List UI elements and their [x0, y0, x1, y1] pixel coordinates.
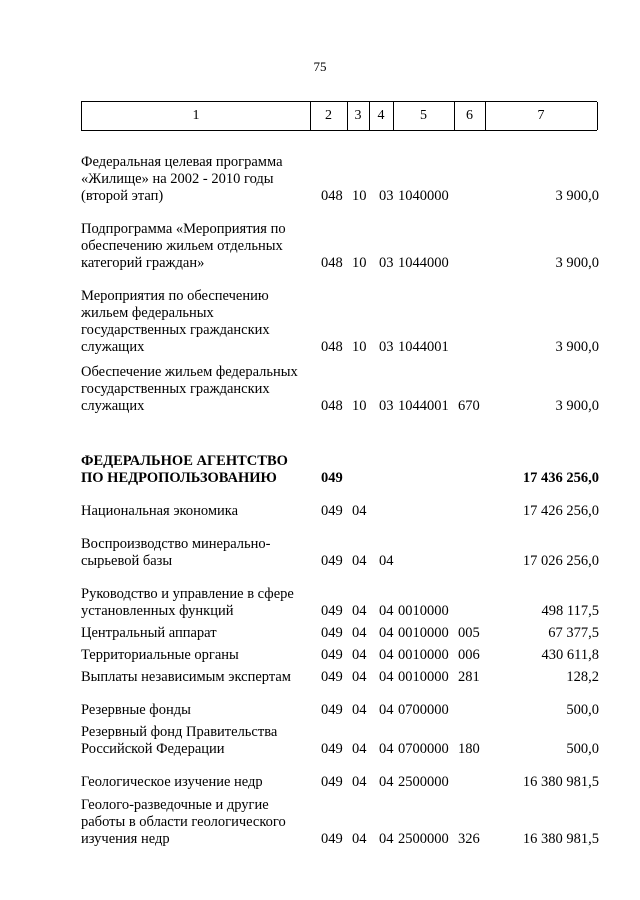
target-article-code: 0010000	[398, 669, 449, 685]
subsection-code: 03	[379, 339, 394, 355]
amount: 17 436 256,0	[522, 470, 599, 486]
row-name: Федеральная целевая программа «Жилище» на 2002 - 2010 годы (второй этап)	[81, 154, 283, 204]
section-code: 04	[352, 774, 367, 790]
ministry-code: 049	[321, 741, 343, 757]
expense-type-code: 670	[458, 398, 480, 414]
ministry-code: 048	[321, 255, 343, 271]
row-name: Геологическое изучение недр	[81, 774, 263, 790]
subsection-code: 04	[379, 669, 394, 685]
target-article-code: 0010000	[398, 603, 449, 619]
subsection-code: 04	[379, 831, 394, 847]
expense-type-code: 005	[458, 625, 480, 641]
row-name: Геолого-разведочные и другие работы в области геологического изучения недр	[81, 797, 286, 847]
row-name: Территориальные органы	[81, 647, 239, 663]
header-col-7: 7	[537, 108, 545, 123]
table-header	[81, 101, 597, 131]
ministry-code: 049	[321, 647, 343, 663]
target-article-code: 0700000	[398, 702, 449, 718]
section-code: 10	[352, 339, 367, 355]
ministry-code: 049	[321, 669, 343, 685]
section-code: 04	[352, 503, 367, 519]
section-code: 04	[352, 647, 367, 663]
amount: 3 900,0	[555, 339, 599, 355]
section-code: 04	[352, 553, 367, 569]
row-name: ФЕДЕРАЛЬНОЕ АГЕНТСТВО ПО НЕДРОПОЛЬЗОВАНИЮ	[81, 453, 288, 486]
row-name: Резервные фонды	[81, 702, 191, 718]
section-code: 04	[352, 625, 367, 641]
subsection-code: 04	[379, 647, 394, 663]
subsection-code: 04	[379, 741, 394, 757]
ministry-code: 049	[321, 503, 343, 519]
section-code: 04	[352, 669, 367, 685]
section-code: 04	[352, 831, 367, 847]
ministry-code: 048	[321, 188, 343, 204]
amount: 3 900,0	[555, 188, 599, 204]
section-code: 04	[352, 603, 367, 619]
amount: 17 426 256,0	[522, 503, 599, 519]
ministry-code: 049	[321, 774, 343, 790]
target-article-code: 0700000	[398, 741, 449, 757]
header-col-6: 6	[466, 108, 473, 123]
ministry-code: 049	[321, 702, 343, 718]
target-article-code: 0010000	[398, 647, 449, 663]
target-article-code: 2500000	[398, 831, 449, 847]
section-code: 04	[352, 741, 367, 757]
subsection-code: 04	[379, 603, 394, 619]
header-col-2: 2	[325, 108, 332, 123]
row-name: Мероприятия по обеспечению жильем федеральных государственных гражданских служащих	[81, 288, 270, 355]
subsection-code: 04	[379, 625, 394, 641]
row-name: Воспроизводство минерально-сырьевой базы	[81, 536, 271, 569]
row-name: Национальная экономика	[81, 503, 239, 519]
amount: 16 380 981,5	[522, 831, 599, 847]
ministry-code: 049	[321, 625, 343, 641]
amount: 3 900,0	[555, 398, 599, 414]
section-code: 10	[352, 255, 367, 271]
row-name: Обеспечение жильем федеральных государственных гражданских служащих	[81, 364, 298, 414]
subsection-code: 03	[379, 188, 394, 204]
amount: 500,0	[566, 702, 599, 718]
header-col-1: 1	[192, 108, 200, 123]
row-name: Резервный фонд Правительства Российской Федерации	[81, 724, 278, 757]
amount: 498 117,5	[541, 603, 599, 619]
section-code: 10	[352, 188, 367, 204]
header-col-3: 3	[354, 108, 362, 123]
target-article-code: 1040000	[398, 188, 449, 204]
ministry-code: 049	[321, 553, 343, 569]
section-code: 10	[352, 398, 367, 414]
target-article-code: 1044001	[398, 398, 449, 414]
ministry-code: 048	[321, 398, 343, 414]
expense-type-code: 281	[458, 669, 480, 685]
row-name: Руководство и управление в сфере установленных функций	[81, 586, 294, 619]
amount: 430 611,8	[541, 647, 599, 663]
ministry-code: 048	[321, 339, 343, 355]
amount: 128,2	[566, 669, 599, 685]
subsection-code: 04	[379, 774, 394, 790]
ministry-code: 049	[321, 470, 343, 486]
amount: 67 377,5	[548, 625, 599, 641]
subsection-code: 03	[379, 255, 394, 271]
subsection-code: 04	[379, 553, 394, 569]
target-article-code: 1044000	[398, 255, 449, 271]
page-number: 75	[313, 59, 327, 74]
expense-type-code: 006	[458, 647, 480, 663]
header-col-5: 5	[420, 108, 427, 123]
subsection-code: 04	[379, 702, 394, 718]
expense-type-code: 326	[458, 831, 480, 847]
target-article-code: 2500000	[398, 774, 449, 790]
target-article-code: 0010000	[398, 625, 449, 641]
amount: 500,0	[566, 741, 599, 757]
row-name: Подпрограмма «Мероприятия по обеспечению жильем отдельных категорий граждан»	[81, 221, 286, 271]
amount: 16 380 981,5	[522, 774, 599, 790]
amount: 3 900,0	[555, 255, 599, 271]
section-code: 04	[352, 702, 367, 718]
subsection-code: 03	[379, 398, 394, 414]
ministry-code: 049	[321, 603, 343, 619]
row-name: Выплаты независимым экспертам	[81, 669, 291, 685]
header-col-4: 4	[377, 108, 385, 123]
expense-type-code: 180	[458, 741, 480, 757]
ministry-code: 049	[321, 831, 343, 847]
row-name: Центральный аппарат	[81, 625, 217, 641]
target-article-code: 1044001	[398, 339, 449, 355]
amount: 17 026 256,0	[522, 553, 599, 569]
